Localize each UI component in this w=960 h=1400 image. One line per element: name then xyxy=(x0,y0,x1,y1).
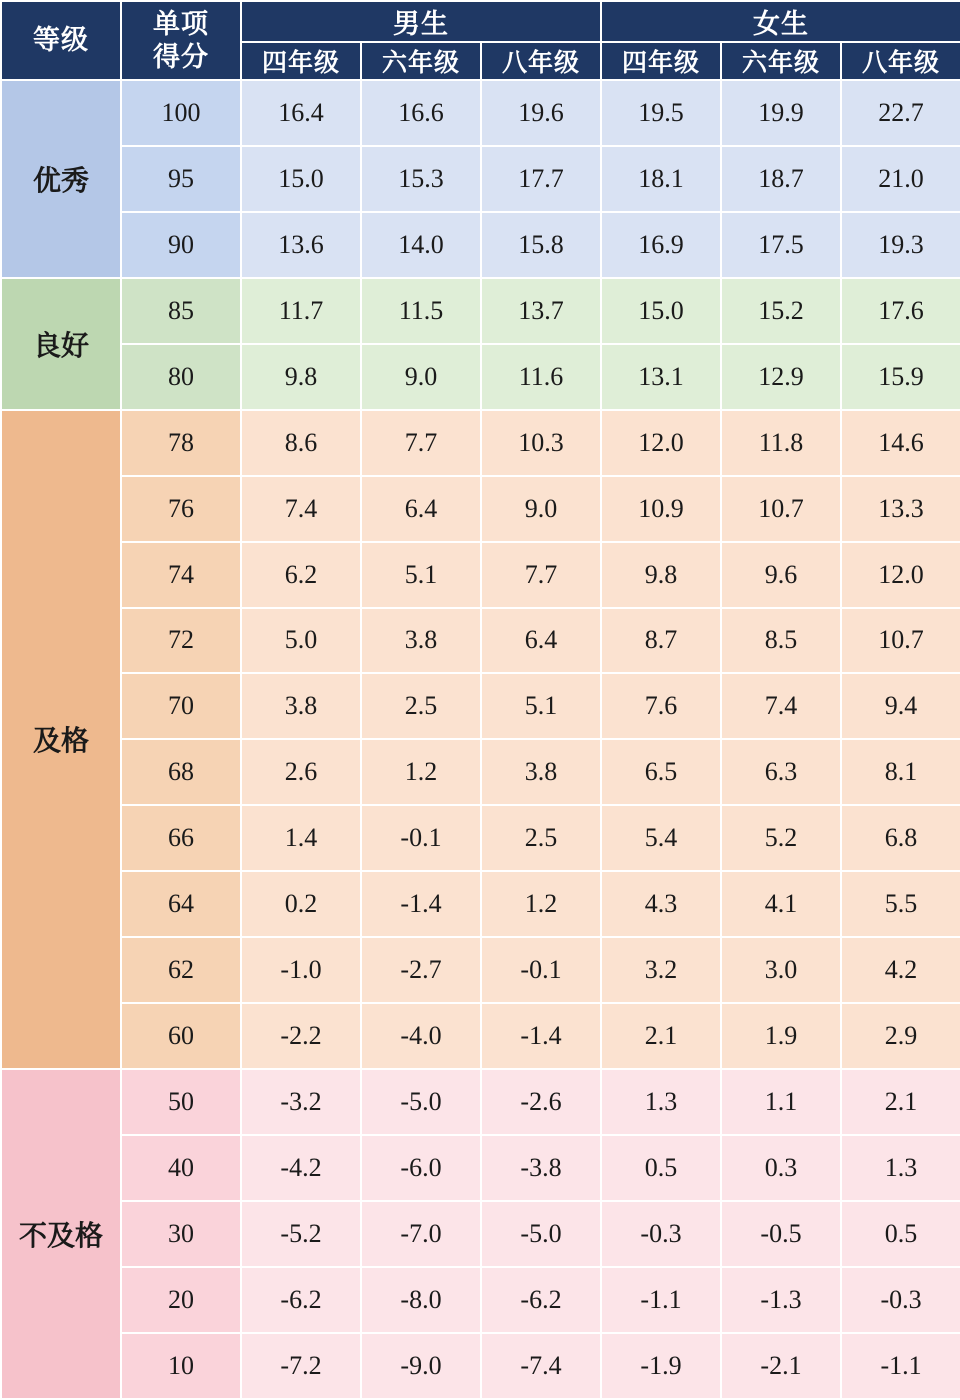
score-cell: 68 xyxy=(121,739,241,805)
score-cell: 80 xyxy=(121,344,241,410)
value-cell: 18.1 xyxy=(601,146,721,212)
score-cell: 70 xyxy=(121,673,241,739)
value-cell: -0.1 xyxy=(361,805,481,871)
score-cell: 40 xyxy=(121,1135,241,1201)
value-cell: -6.2 xyxy=(241,1267,361,1333)
value-cell: 12.0 xyxy=(601,410,721,476)
value-cell: 3.0 xyxy=(721,937,841,1003)
value-cell: -1.1 xyxy=(841,1333,960,1399)
value-cell: -1.3 xyxy=(721,1267,841,1333)
value-cell: 0.2 xyxy=(241,871,361,937)
value-cell: 7.4 xyxy=(721,673,841,739)
value-cell: -4.2 xyxy=(241,1135,361,1201)
value-cell: 1.2 xyxy=(481,871,601,937)
value-cell: 9.8 xyxy=(241,344,361,410)
value-cell: 12.9 xyxy=(721,344,841,410)
value-cell: 5.5 xyxy=(841,871,960,937)
value-cell: -7.4 xyxy=(481,1333,601,1399)
value-cell: 3.2 xyxy=(601,937,721,1003)
value-cell: 1.2 xyxy=(361,739,481,805)
table-row xyxy=(1,937,960,1003)
header-boys-grade8: 八年级 xyxy=(481,42,601,80)
value-cell: 2.1 xyxy=(601,1003,721,1069)
value-cell: -3.2 xyxy=(241,1069,361,1135)
value-cell: 2.5 xyxy=(481,805,601,871)
value-cell: -2.1 xyxy=(721,1333,841,1399)
score-cell: 85 xyxy=(121,278,241,344)
value-cell: 0.5 xyxy=(841,1201,960,1267)
value-cell: 13.3 xyxy=(841,476,960,542)
value-cell: 19.6 xyxy=(481,80,601,146)
value-cell: 7.7 xyxy=(481,542,601,608)
table-row xyxy=(1,344,960,410)
value-cell: 0.5 xyxy=(601,1135,721,1201)
value-cell: 10.7 xyxy=(721,476,841,542)
value-cell: 19.5 xyxy=(601,80,721,146)
table-row xyxy=(1,1333,960,1399)
value-cell: 22.7 xyxy=(841,80,960,146)
table-row xyxy=(1,410,960,476)
score-cell: 20 xyxy=(121,1267,241,1333)
table-row xyxy=(1,146,960,212)
value-cell: 14.0 xyxy=(361,212,481,278)
value-cell: -2.7 xyxy=(361,937,481,1003)
score-cell: 10 xyxy=(121,1333,241,1399)
value-cell: 13.6 xyxy=(241,212,361,278)
table-body xyxy=(1,80,960,1399)
table-row xyxy=(1,1069,960,1135)
value-cell: 1.1 xyxy=(721,1069,841,1135)
table-row xyxy=(1,1201,960,1267)
table-row xyxy=(1,608,960,674)
level-cell-fail: 不及格 xyxy=(1,1069,121,1399)
value-cell: 6.3 xyxy=(721,739,841,805)
table-row xyxy=(1,80,960,146)
header-boys-grade4: 四年级 xyxy=(241,42,361,80)
table-row xyxy=(1,542,960,608)
header-level: 等级 xyxy=(1,1,121,80)
value-cell: 15.8 xyxy=(481,212,601,278)
value-cell: 11.5 xyxy=(361,278,481,344)
value-cell: -5.0 xyxy=(481,1201,601,1267)
value-cell: 3.8 xyxy=(241,673,361,739)
header-boys-grade6: 六年级 xyxy=(361,42,481,80)
value-cell: -7.2 xyxy=(241,1333,361,1399)
value-cell: -1.0 xyxy=(241,937,361,1003)
value-cell: 2.6 xyxy=(241,739,361,805)
value-cell: 9.4 xyxy=(841,673,960,739)
value-cell: -1.4 xyxy=(361,871,481,937)
header-row-groups xyxy=(1,1,960,42)
value-cell: 12.0 xyxy=(841,542,960,608)
value-cell: -2.6 xyxy=(481,1069,601,1135)
value-cell: -8.0 xyxy=(361,1267,481,1333)
table-header xyxy=(1,1,960,80)
value-cell: -4.0 xyxy=(361,1003,481,1069)
value-cell: -1.4 xyxy=(481,1003,601,1069)
value-cell: 1.3 xyxy=(601,1069,721,1135)
value-cell: 7.4 xyxy=(241,476,361,542)
value-cell: 9.8 xyxy=(601,542,721,608)
value-cell: -6.0 xyxy=(361,1135,481,1201)
header-score-line1: 单项 xyxy=(153,8,209,39)
value-cell: -0.3 xyxy=(601,1201,721,1267)
value-cell: 6.4 xyxy=(361,476,481,542)
value-cell: 3.8 xyxy=(361,608,481,674)
value-cell: 7.6 xyxy=(601,673,721,739)
header-girls-grade4: 四年级 xyxy=(601,42,721,80)
table-row xyxy=(1,673,960,739)
header-girls-grade8: 八年级 xyxy=(841,42,960,80)
score-cell: 90 xyxy=(121,212,241,278)
value-cell: -9.0 xyxy=(361,1333,481,1399)
value-cell: 16.6 xyxy=(361,80,481,146)
value-cell: 6.4 xyxy=(481,608,601,674)
value-cell: 21.0 xyxy=(841,146,960,212)
value-cell: -0.3 xyxy=(841,1267,960,1333)
value-cell: -7.0 xyxy=(361,1201,481,1267)
header-group-boys: 男生 xyxy=(241,1,601,42)
value-cell: -5.0 xyxy=(361,1069,481,1135)
table-row xyxy=(1,739,960,805)
score-cell: 95 xyxy=(121,146,241,212)
level-cell-pass: 及格 xyxy=(1,410,121,1069)
value-cell: 6.2 xyxy=(241,542,361,608)
value-cell: 1.3 xyxy=(841,1135,960,1201)
value-cell: -0.1 xyxy=(481,937,601,1003)
value-cell: 17.7 xyxy=(481,146,601,212)
table-row xyxy=(1,805,960,871)
value-cell: 18.7 xyxy=(721,146,841,212)
value-cell: 10.3 xyxy=(481,410,601,476)
table-row xyxy=(1,212,960,278)
level-cell-good: 良好 xyxy=(1,278,121,410)
table-row xyxy=(1,476,960,542)
value-cell: 2.9 xyxy=(841,1003,960,1069)
value-cell: 5.0 xyxy=(241,608,361,674)
value-cell: -1.1 xyxy=(601,1267,721,1333)
value-cell: -6.2 xyxy=(481,1267,601,1333)
value-cell: 16.9 xyxy=(601,212,721,278)
value-cell: 15.0 xyxy=(241,146,361,212)
level-cell-excellent: 优秀 xyxy=(1,80,121,278)
value-cell: 10.7 xyxy=(841,608,960,674)
value-cell: 15.0 xyxy=(601,278,721,344)
value-cell: 15.2 xyxy=(721,278,841,344)
value-cell: 2.5 xyxy=(361,673,481,739)
value-cell: 15.3 xyxy=(361,146,481,212)
value-cell: 17.5 xyxy=(721,212,841,278)
value-cell: 6.8 xyxy=(841,805,960,871)
value-cell: 11.6 xyxy=(481,344,601,410)
value-cell: 11.8 xyxy=(721,410,841,476)
value-cell: 6.5 xyxy=(601,739,721,805)
header-score xyxy=(121,1,241,80)
score-cell: 62 xyxy=(121,937,241,1003)
value-cell: 8.6 xyxy=(241,410,361,476)
value-cell: -1.9 xyxy=(601,1333,721,1399)
value-cell: 9.0 xyxy=(361,344,481,410)
value-cell: 17.6 xyxy=(841,278,960,344)
value-cell: 7.7 xyxy=(361,410,481,476)
value-cell: 1.9 xyxy=(721,1003,841,1069)
value-cell: 10.9 xyxy=(601,476,721,542)
value-cell: 9.6 xyxy=(721,542,841,608)
header-score-line2: 得分 xyxy=(153,41,209,72)
value-cell: 13.1 xyxy=(601,344,721,410)
value-cell: 4.1 xyxy=(721,871,841,937)
table-row xyxy=(1,1003,960,1069)
value-cell: 5.1 xyxy=(481,673,601,739)
value-cell: -0.5 xyxy=(721,1201,841,1267)
value-cell: 5.2 xyxy=(721,805,841,871)
value-cell: 15.9 xyxy=(841,344,960,410)
value-cell: 0.3 xyxy=(721,1135,841,1201)
value-cell: 8.7 xyxy=(601,608,721,674)
value-cell: 11.7 xyxy=(241,278,361,344)
value-cell: 13.7 xyxy=(481,278,601,344)
table-row xyxy=(1,871,960,937)
value-cell: 8.1 xyxy=(841,739,960,805)
value-cell: 14.6 xyxy=(841,410,960,476)
score-cell: 74 xyxy=(121,542,241,608)
value-cell: -5.2 xyxy=(241,1201,361,1267)
header-girls-grade6: 六年级 xyxy=(721,42,841,80)
score-cell: 66 xyxy=(121,805,241,871)
header-group-girls: 女生 xyxy=(601,1,960,42)
score-cell: 76 xyxy=(121,476,241,542)
value-cell: 19.9 xyxy=(721,80,841,146)
score-cell: 64 xyxy=(121,871,241,937)
value-cell: 3.8 xyxy=(481,739,601,805)
value-cell: 8.5 xyxy=(721,608,841,674)
value-cell: 1.4 xyxy=(241,805,361,871)
score-cell: 72 xyxy=(121,608,241,674)
score-cell: 100 xyxy=(121,80,241,146)
value-cell: 4.2 xyxy=(841,937,960,1003)
table-row xyxy=(1,1135,960,1201)
value-cell: 2.1 xyxy=(841,1069,960,1135)
table-row xyxy=(1,1267,960,1333)
value-cell: 5.4 xyxy=(601,805,721,871)
value-cell: 9.0 xyxy=(481,476,601,542)
value-cell: 5.1 xyxy=(361,542,481,608)
table-row xyxy=(1,278,960,344)
score-cell: 50 xyxy=(121,1069,241,1135)
value-cell: 16.4 xyxy=(241,80,361,146)
score-cell: 30 xyxy=(121,1201,241,1267)
value-cell: -3.8 xyxy=(481,1135,601,1201)
score-cell: 78 xyxy=(121,410,241,476)
value-cell: 19.3 xyxy=(841,212,960,278)
value-cell: 4.3 xyxy=(601,871,721,937)
value-cell: -2.2 xyxy=(241,1003,361,1069)
score-cell: 60 xyxy=(121,1003,241,1069)
